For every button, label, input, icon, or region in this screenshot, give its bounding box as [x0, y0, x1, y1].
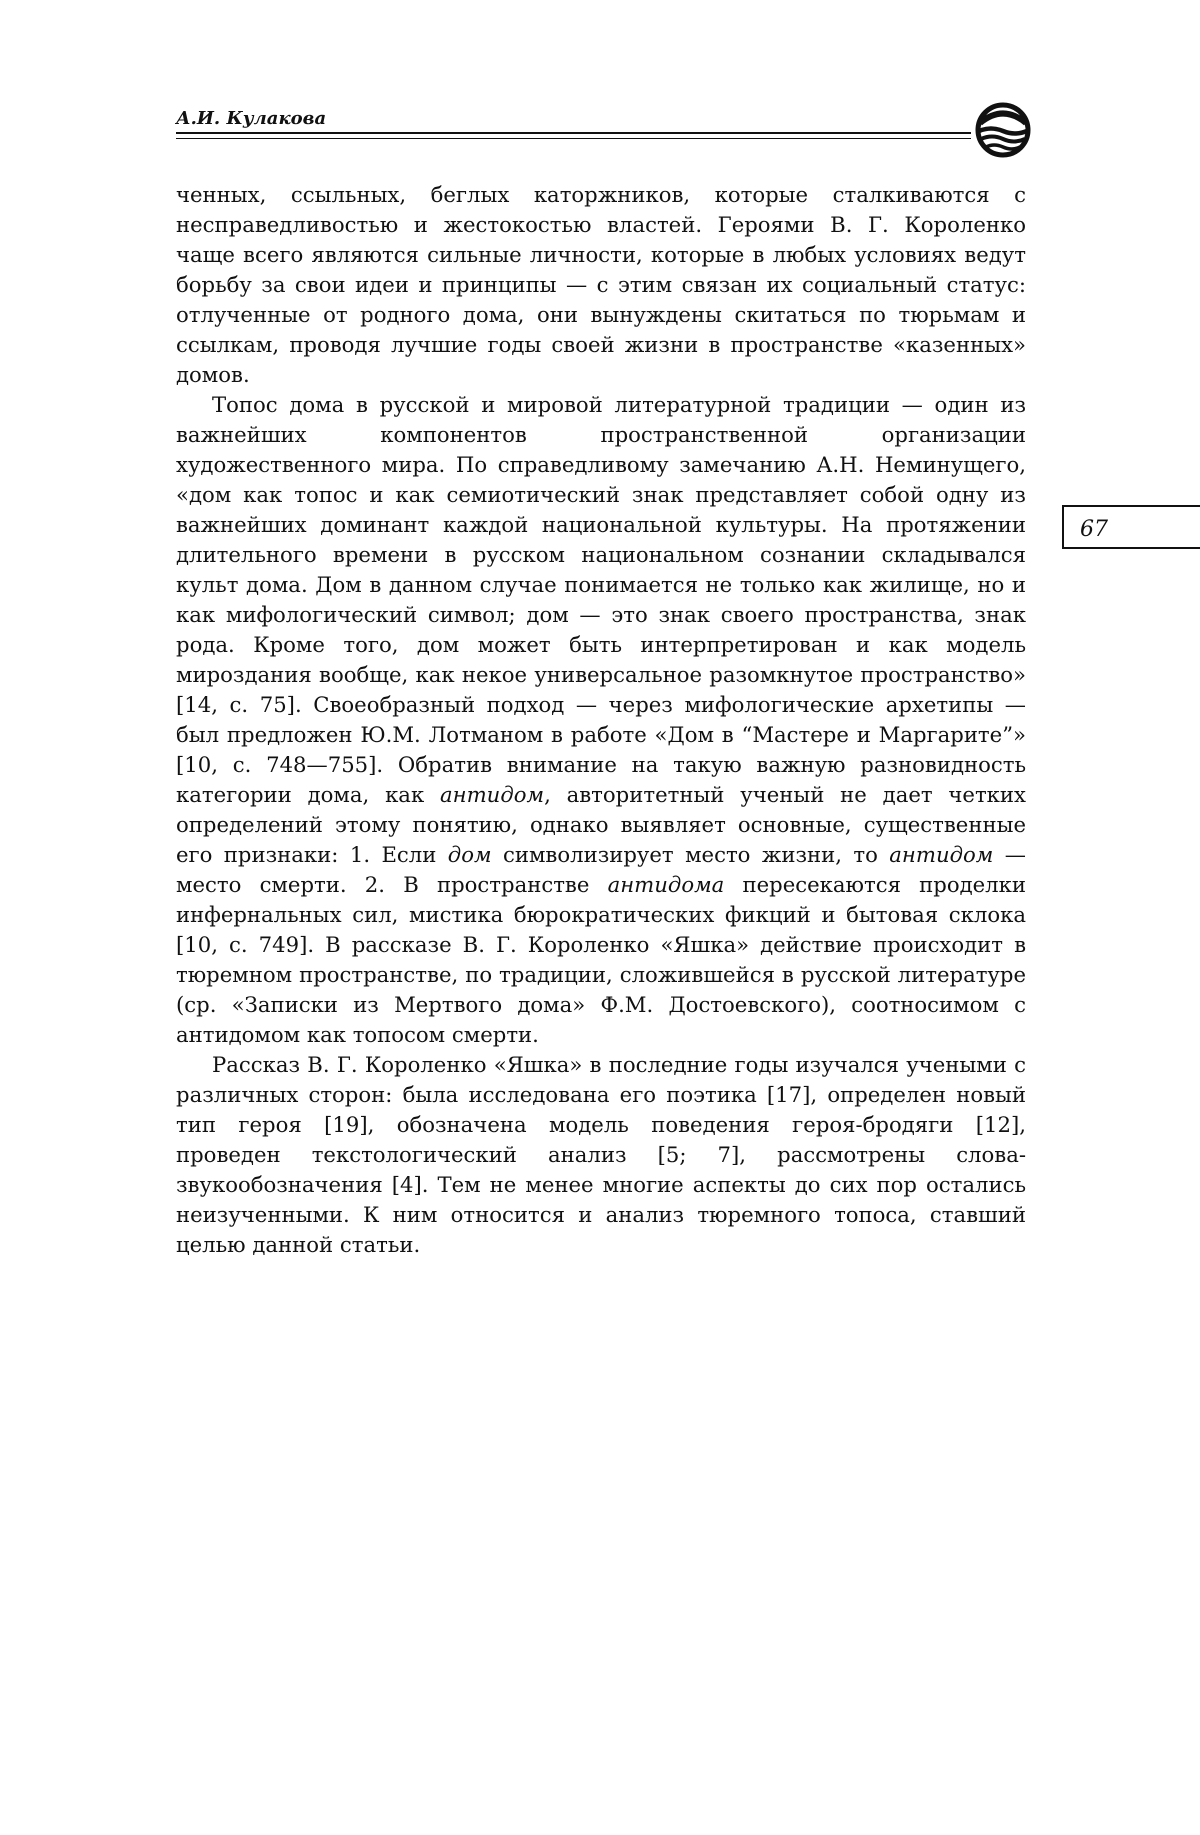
article-body	[176, 180, 1026, 1260]
paragraph-1: ченных, ссыльных, беглых каторжников, которые сталкиваются с несправедливостью и жестокостью властей. Героями В. Г. Короленко чаще всего являются сильные личности, которые в любых условиях ведут борьбу за свои идеи и принципы — с этим связан их социальный статус: отлученные от родного дома, они вынуждены скитаться по тюрьмам и ссылкам, проводя лучшие годы своей жизни в пространстве «казенных» домов.	[176, 182, 1026, 387]
term-dom: дом	[447, 842, 492, 867]
publisher-logo-icon	[971, 102, 1035, 158]
term-antidom: антидом	[440, 782, 545, 807]
header-rule	[176, 132, 971, 134]
term-antidom: антидом	[889, 842, 994, 867]
author-name: А.И. Кулакова	[176, 108, 327, 129]
page-number: 67	[1080, 517, 1108, 542]
paragraph-3: Рассказ В. Г. Короленко «Яшка» в последние годы изучался учеными с различных сторон: была исследована его поэтика [17], определен новый тип героя [19], обозначена модель поведения героя-бродяги [12], проведен текстологический анализ [5; 7], рассмотрены слова-звукообозначения [4]. Тем не менее многие аспекты до сих пор остались неизученными. К ним относится и анализ тюремного топоса, ставший целью данной статьи.	[176, 1052, 1026, 1257]
header-rule-thin	[176, 138, 971, 139]
page-number-box	[1062, 505, 1200, 549]
paragraph-2: Топос дома в русской и мировой литературной традиции — один из важнейших компонентов пространственной организации художественного мира. По справедливому замечанию А.Н. Неминущего, «дом как топос и как семиотический знак представляет собой одну из важнейших доминант каждой национальной культуры. На протяжении длительного времени в русском национальном сознании складывался культ дома. Дом в данном случае понимается не только как жилище, но и как мифологический символ; дом — это знак своего пространства, знак рода. Кроме того, дом может быть интерпретирован и как модель мироздания вообще, как некое универсальное разомкнутое пространство» [14, с. 75]. Своеобразный подход — через мифологические архетипы — был предложен Ю.М. Лотманом в работе «Дом в “Мастере и Маргарите”» [10, с. 748—755]. Обратив внимание на такую важную разновидность категории дома, как антидом, авторитетный ученый не дает четких определений этому понятию, однако выявляет основные, существенные его признаки: 1. Если дом символизирует место жизни, то антидом — место смерти. 2. В пространстве антидома пересекаются проделки инфернальных сил, мистика бюрократических фикций и бытовая склока [10, с. 749]. В рассказе В. Г. Короленко «Яшка» действие происходит в тюремном пространстве, по традиции, сложившейся в русской литературе (ср. «Записки из Мертвого дома» Ф.М. Достоевского), соотносимом с антидомом как топосом смерти.	[176, 392, 1027, 1047]
term-antidoma: антидома	[607, 872, 725, 897]
running-header	[176, 100, 1036, 160]
